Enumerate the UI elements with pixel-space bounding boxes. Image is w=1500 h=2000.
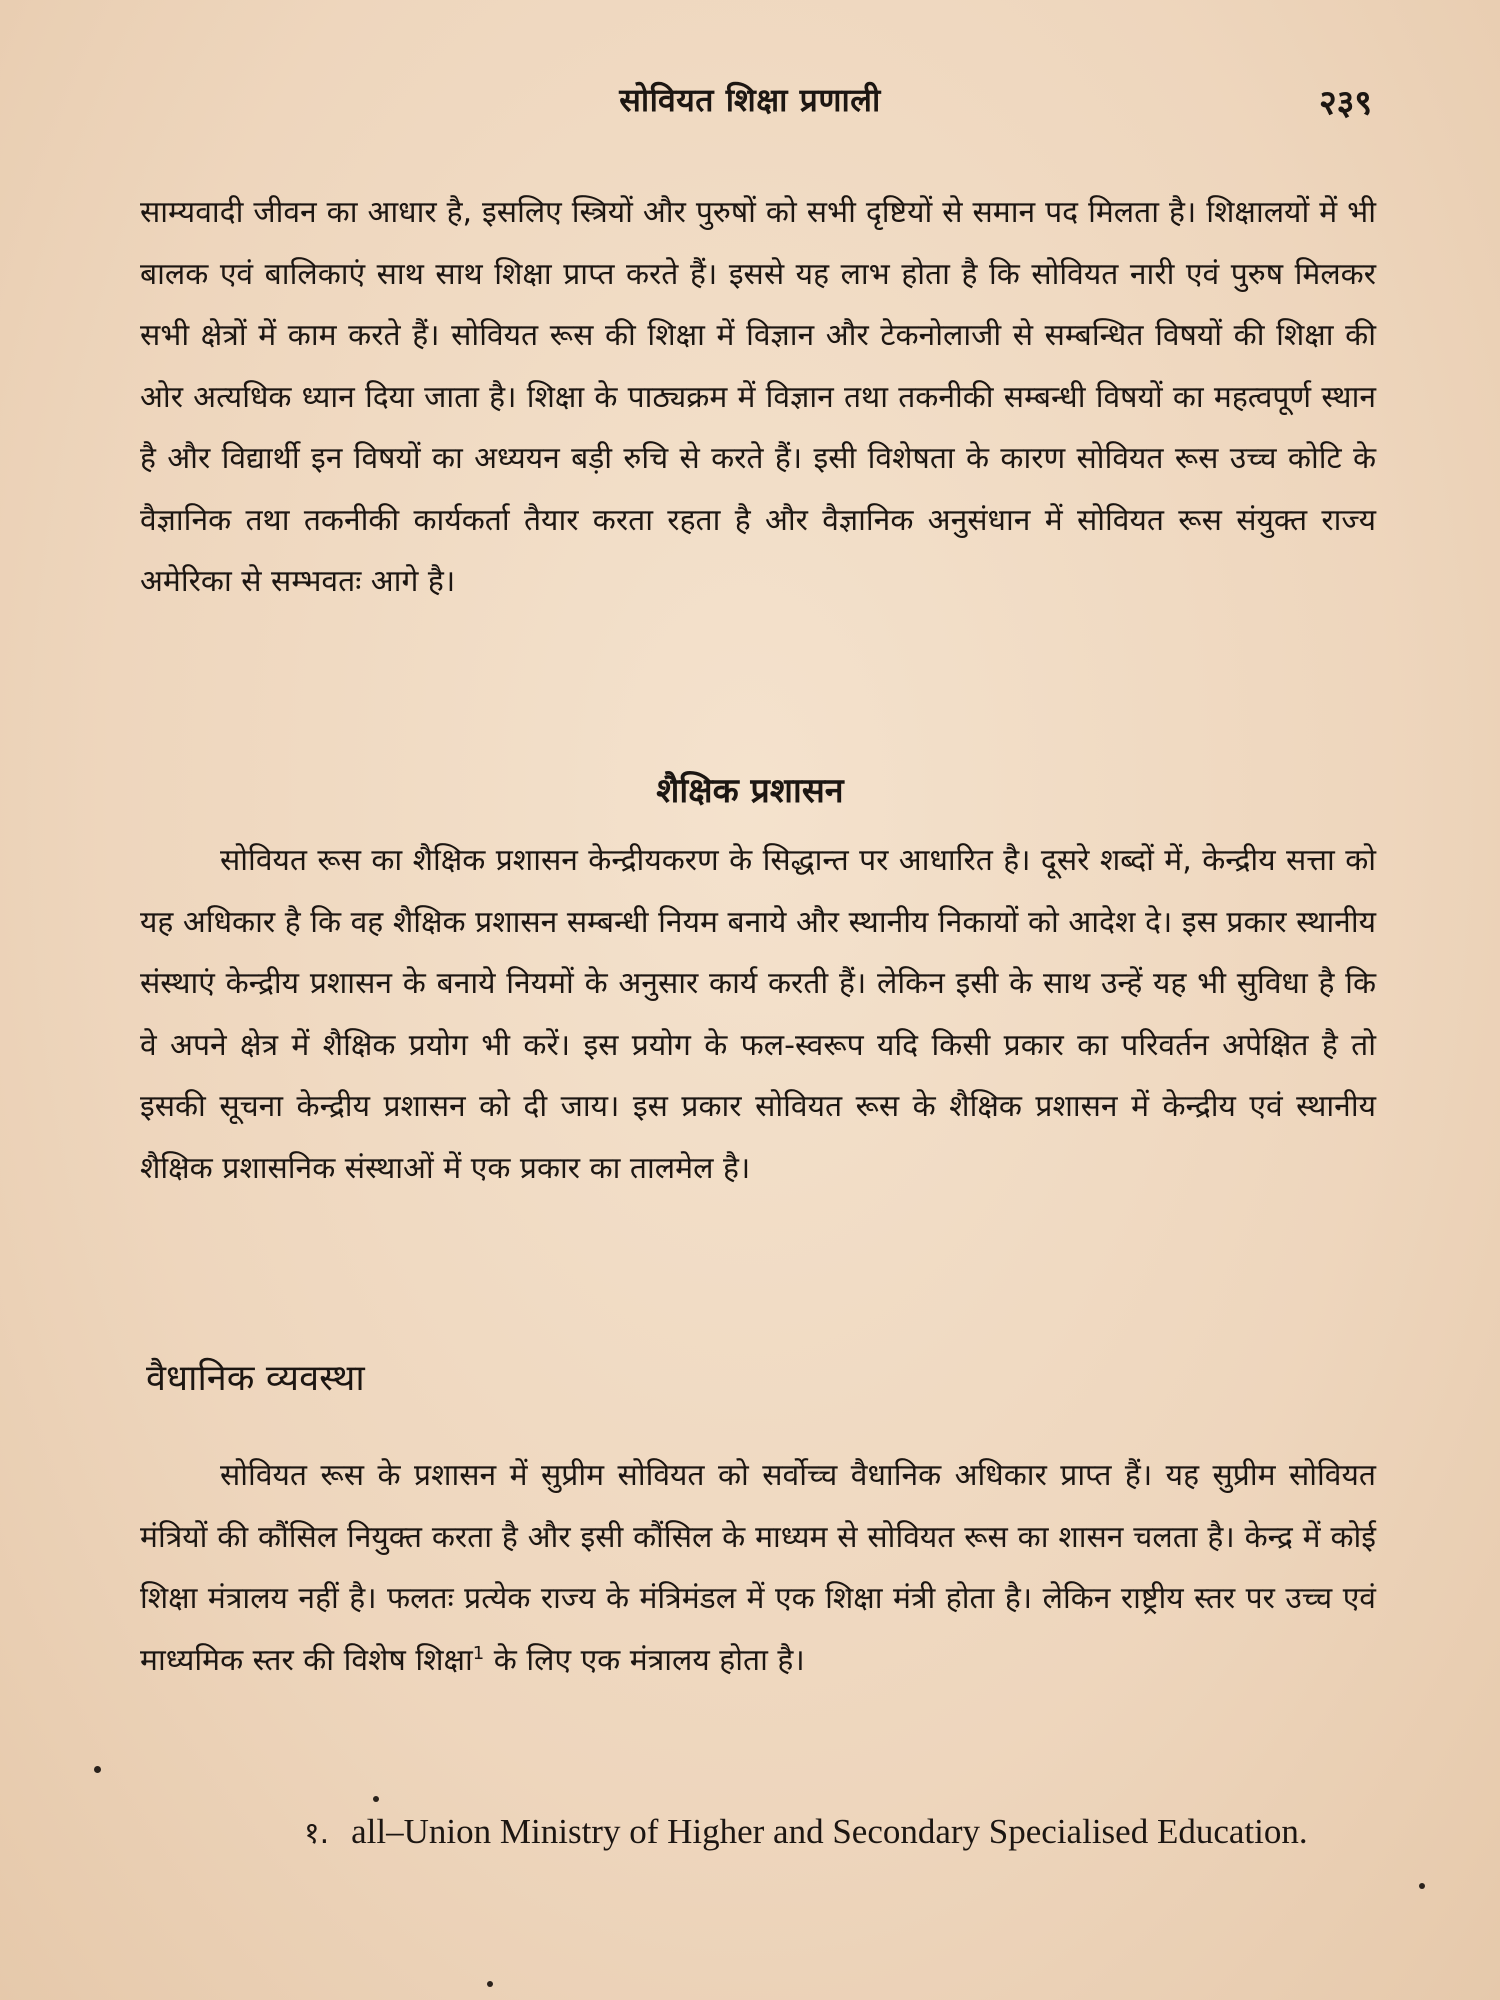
legal-paragraph-text: सोवियत रूस के प्रशासन में सुप्रीम सोवियत को सर्वोच्च वैधानिक अधिकार प्राप्त हैं। यह सुप्रीम सोवियत मंत्रियों की कौंसिल नियुक्त करता है और इसी कौंसिल के माध्यम से सोवियत रूस का शासन चलता है। केन्द्र में कोई शिक्षा मंत्रालय नहीं है। फलतः प्रत्येक राज्य के मंत्रिमंडल में एक शिक्षा मंत्री होता है। लेकिन राष्ट्रीय स्तर पर उच्च एवं माध्यमिक स्तर की विशेष शिक्षा <box>140 1458 1376 1678</box>
intro-paragraph: साम्यवादी जीवन का आधार है, इसलिए स्त्रियों और पुरुषों को सभी दृष्टियों से समान पद मिलता है। शिक्षालयों में भी बालक एवं बालिकाएं साथ साथ शिक्षा प्राप्त करते हैं। इससे यह लाभ होता है कि सोवियत नारी एवं पुरुष मिलकर सभी क्षेत्रों में काम करते हैं। सोवियत रूस की शिक्षा में विज्ञान और टेकनोलाजी से सम्बन्धित विषयों की शिक्षा की ओर अत्यधिक ध्यान दिया जाता है। शिक्षा के पाठ्यक्रम में विज्ञान तथा तकनीकी सम्बन्धी विषयों का महत्वपूर्ण स्थान है और विद्यार्थी इन विषयों का अध्ययन बड़ी रुचि से करते हैं। इसी विशेषता के कारण सोवियत रूस उच्च कोटि के वैज्ञानिक तथा तकनीकी कार्यकर्ता तैयार करता रहता है और वैज्ञानिक अनुसंधान में सोवियत रूस संयुक्त राज्य अमेरिका से सम्भवतः आगे है। <box>140 195 1376 599</box>
running-title: सोवियत शिक्षा प्रणाली <box>619 81 881 119</box>
administration-paragraph: सोवियत रूस का शैक्षिक प्रशासन केन्द्रीयकरण के सिद्धान्त पर आधारित है। दूसरे शब्दों में, केन्द्रीय सत्ता को यह अधिकार है कि वह शैक्षिक प्रशासन सम्बन्धी नियम बनाये और स्थानीय निकायों को आदेश दे। इस प्रकार स्थानीय संस्थाएं केन्द्रीय प्रशासन के बनाये नियमों के अनुसार कार्य करती हैं। लेकिन इसी के साथ उन्हें यह भी सुविधा है कि वे अपने क्षेत्र में शैक्षिक प्रयोग भी करें। इस प्रयोग के फल-स्वरूप यदि किसी प्रकार का परिवर्तन अपेक्षित है तो इसकी सूचना केन्द्रीय प्रशासन को दी जाय। इस प्रकार सोवियत रूस के शैक्षिक प्रशासन में केन्द्रीय एवं स्थानीय शैक्षिक प्रशासनिक संस्थाओं में एक प्रकार का तालमेल है। <box>140 843 1376 1186</box>
legal-paragraph-end: के लिए एक मंत्रालय होता है। <box>484 1642 805 1678</box>
section-heading: शैक्षिक प्रशासन <box>656 771 844 811</box>
subsection-heading: वैधानिक व्यवस्था <box>146 1358 365 1399</box>
paper-speck <box>1419 1883 1425 1889</box>
legal-arrangement-paragraph <box>140 1445 1376 1691</box>
paper-speck <box>373 1796 379 1802</box>
page-number: २३९ <box>1318 83 1372 123</box>
footnote-number: १. <box>304 1816 330 1851</box>
paper-speck <box>487 1981 493 1987</box>
footnote-text: all–Union Ministry of Higher and Secondary Specialised Education. <box>351 1812 1308 1851</box>
footnote-reference[interactable]: 1 <box>472 1642 485 1664</box>
running-header <box>0 78 1500 128</box>
footnote <box>140 1800 1376 1866</box>
paper-speck <box>94 1766 101 1773</box>
